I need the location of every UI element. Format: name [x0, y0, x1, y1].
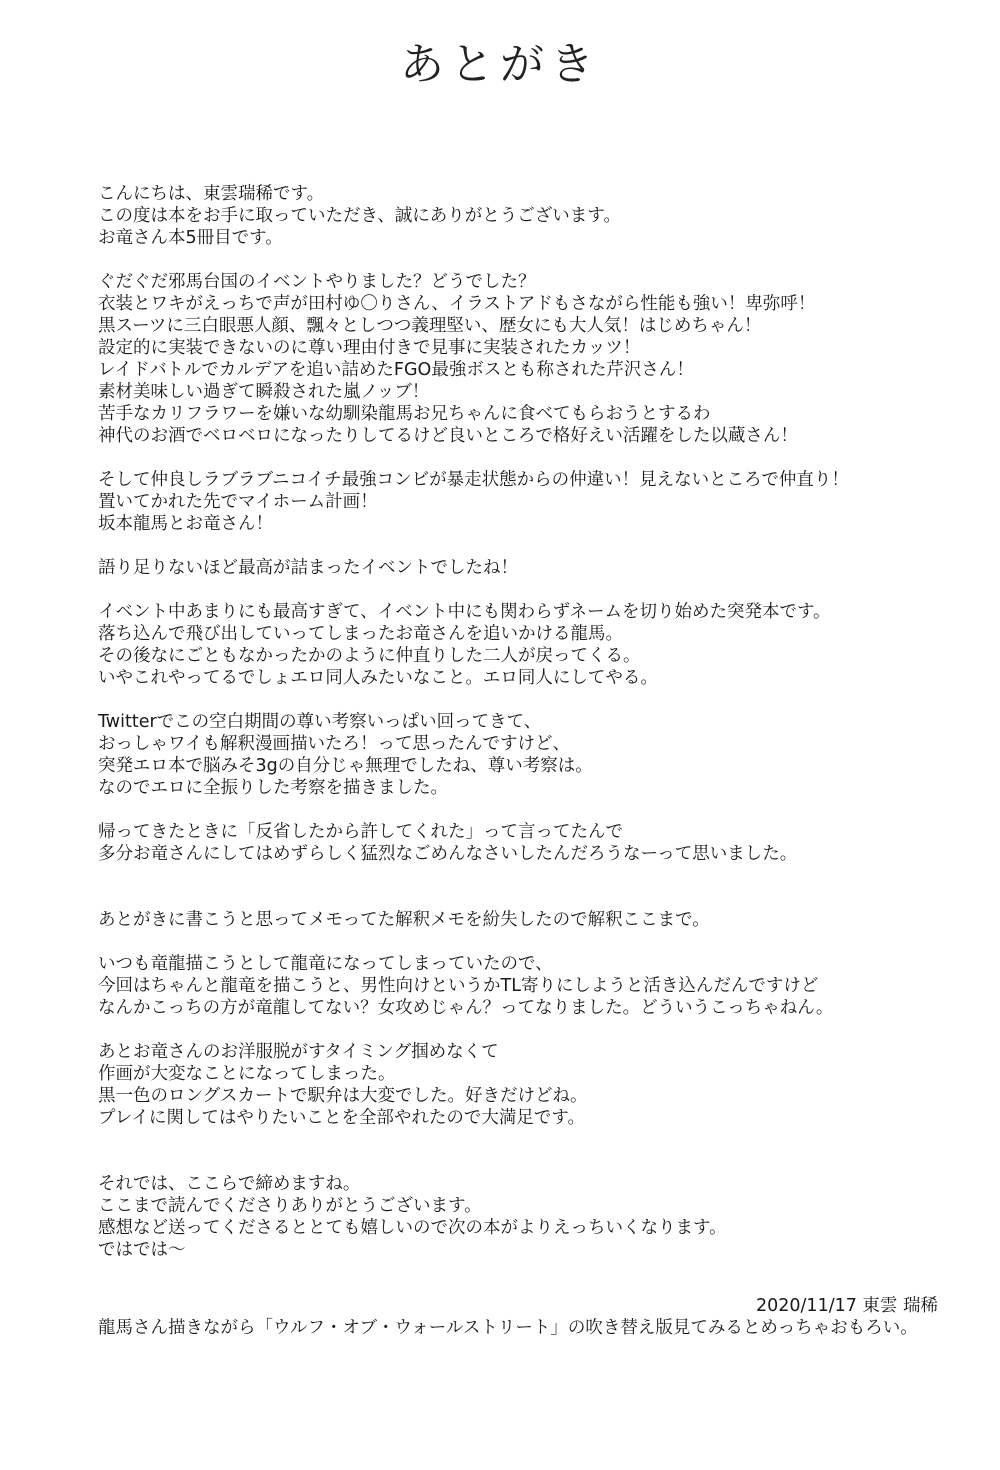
text-line: あとお竜さんのお洋服脱がすタイミング掴めなくて: [98, 1042, 499, 1062]
text-line: なんかこっちの方が竜龍してない？女攻めじゃん？ってなりました。どういうこっちゃねん。: [98, 998, 834, 1018]
text-line: お竜さん本5冊目です。: [98, 228, 283, 248]
text-line: それでは、ここらで締めますね。: [98, 1174, 361, 1194]
text-line: 帰ってきたときに「反省したから許してくれた」って言ってたんで: [98, 822, 623, 842]
text-line: 今回はちゃんと龍竜を描こうと、男性向けというかTL寄りにしようと活き込んだんですけど: [98, 976, 819, 996]
text-line: こんにちは、東雲瑞稀です。: [98, 184, 325, 204]
text-line: 素材美味しい過ぎて瞬殺された嵐ノッブ！: [98, 382, 430, 402]
text-line: 神代のお酒でベロベロになったりしてるけど良いところで格好えい活躍をした以蔵さん！: [98, 426, 798, 446]
text-line: なのでエロに全振りした考察を描きました。: [98, 778, 448, 798]
text-line: レイドバトルでカルデアを追い詰めたFGO最強ボスとも称された芹沢さん！: [98, 360, 694, 380]
text-line: 突発エロ本で脳みそ3gの自分じゃ無理でしたね、尊い考察は。: [98, 756, 593, 776]
text-line: 黒スーツに三白眼悪人顔、飄々としつつ義理堅い、歴女にも大人気！はじめちゃん！: [98, 316, 762, 336]
text-line: 多分お竜さんにしてはめずらしく猛烈なごめんなさいしたんだろうなーって思いました。: [98, 844, 798, 864]
page-title: あとがき: [400, 39, 600, 90]
text-line: 語り足りないほど最高が詰まったイベントでしたね！: [98, 558, 518, 578]
text-line: 置いてかれた先でマイホーム計画！: [98, 492, 378, 512]
text-line: 衣装とワキがえっちで声が田村ゆ〇りさん、イラストアドもさながら性能も強い！卑弥呼！: [98, 294, 816, 314]
text-line: ここまで読んでくださりありがとうございます。: [98, 1196, 482, 1216]
text-line: いつも竜龍描こうとして龍竜になってしまっていたので、: [98, 954, 553, 974]
text-line: 作画が大変なことになってしまった。: [98, 1064, 396, 1084]
text-line: 感想など送ってくださるととても嬉しいので次の本がよりえっちいくなります。: [98, 1218, 727, 1238]
text-line: おっしゃワイも解釈漫画描いたろ！って思ったんですけど、: [98, 734, 570, 754]
text-line: Twitterでこの空白期間の尊い考察いっぱい回ってきて、: [98, 712, 542, 732]
text-line: この度は本をお手に取っていただき、誠にありがとうございます。: [98, 206, 621, 226]
text-line: イベント中あまりにも最高すぎて、イベント中にも関わらずネームを切り始めた突発本です。: [98, 602, 831, 622]
text-line: ではでは〜: [98, 1240, 186, 1260]
text-line: いやこれやってるでしょエロ同人みたいなこと。エロ同人にしてやる。: [98, 668, 658, 688]
text-line: あとがきに書こうと思ってメモってた解釈メモを紛失したので解釈ここまで。: [98, 910, 710, 930]
text-line: 坂本龍馬とお竜さん！: [98, 514, 273, 534]
text-line: その後なにごともなかったかのように仲直りした二人が戻ってくる。: [98, 646, 641, 666]
text-line: そして仲良しラブラブニコイチ最強コンビが暴走状態からの仲違い！見えないところで仲直り！: [98, 470, 849, 490]
text-line: ぐだぐだ邪馬台国のイベントやりました？どうでした？: [98, 272, 536, 292]
postscript-line: 龍馬さん描きながら「ウルフ・オブ・ウォールストリート」の吹き替え版見てみるとめっちゃおもろい。: [98, 1318, 918, 1338]
text-line: 落ち込んで飛び出していってしまったお竜さんを追いかける龍馬。: [98, 624, 623, 644]
text-line: 黒一色のロングスカートで駅弁は大変でした。好きだけどね。: [98, 1086, 588, 1106]
text-line: プレイに関してはやりたいことを全部やれたので大満足です。: [98, 1108, 586, 1128]
text-line: 苦手なカリフラワーを嫌いな幼馴染龍馬お兄ちゃんに食べてもらおうとするわ: [98, 404, 711, 424]
text-line: 設定的に実装できないのに尊い理由付きで見事に実装されたカッツ！: [98, 338, 641, 358]
signature-date-author: 2020/11/17 東雲 瑞稀: [756, 1296, 938, 1316]
